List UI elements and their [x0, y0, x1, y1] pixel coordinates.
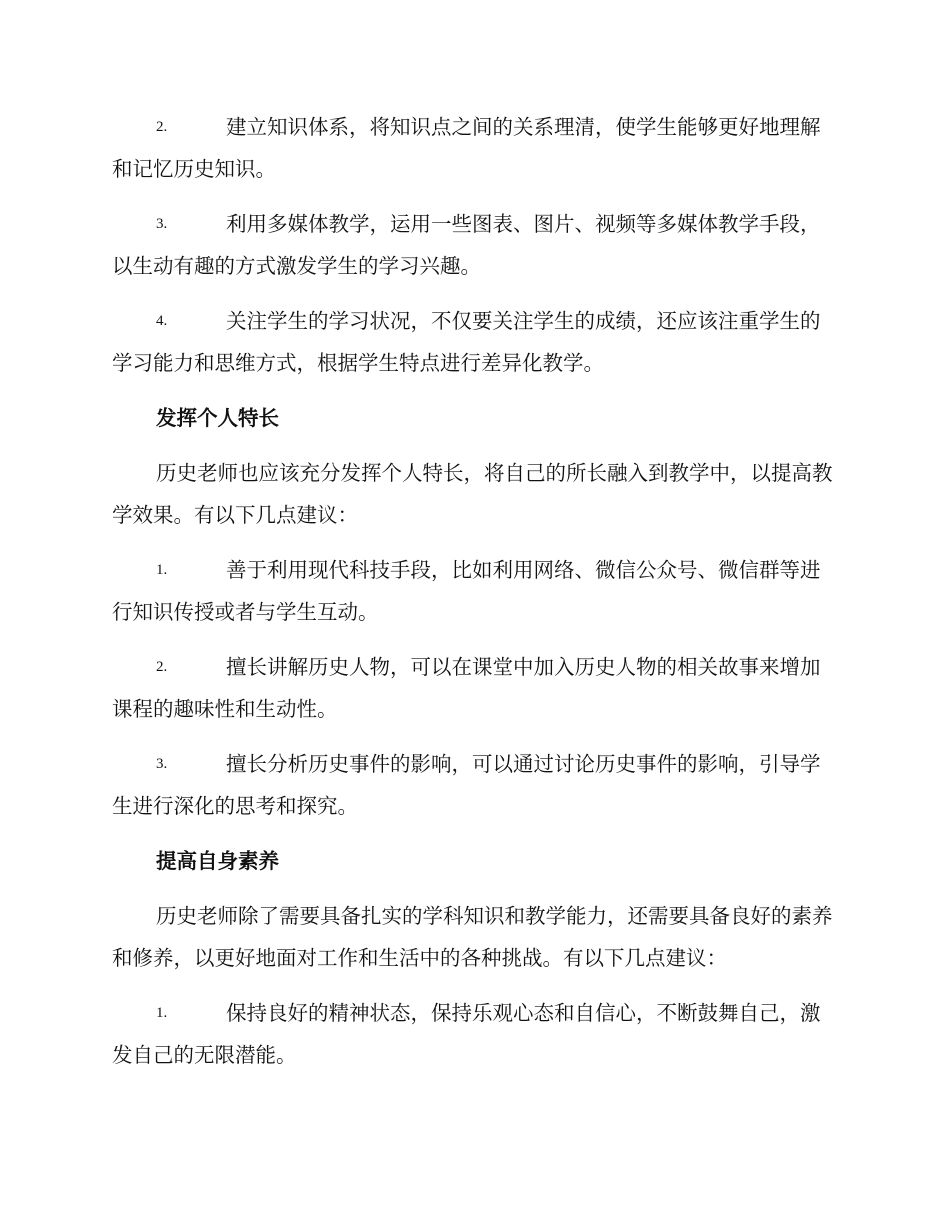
list-item-text: 善于利用现代科技手段，比如利用网络、微信公众号、微信群等进行知识传授或者与学生互动。 — [112, 558, 821, 624]
list-item-text: 保持良好的精神状态，保持乐观心态和自信心，不断鼓舞自己，激发自己的无限潜能。 — [112, 1001, 821, 1067]
paragraph — [112, 895, 834, 979]
paragraph-text: 历史老师也应该充分发挥个人特长，将自己的所长融入到教学中，以提高教学效果。有以下几点建议： — [112, 461, 833, 527]
list-number: 1. — [156, 1005, 168, 1021]
list-item — [112, 203, 834, 287]
section-heading: 发挥个人特长 — [156, 406, 279, 430]
list-number: 2. — [156, 119, 168, 135]
list-number: 2. — [156, 659, 168, 675]
list-number: 4. — [156, 313, 168, 329]
list-item — [112, 106, 834, 190]
list-number: 1. — [156, 562, 168, 578]
list-item — [112, 549, 834, 633]
list-item-text: 建立知识体系，将知识点之间的关系理清，使学生能够更好地理解和记忆历史知识。 — [112, 115, 821, 181]
list-item — [112, 992, 834, 1076]
list-item-text: 利用多媒体教学，运用一些图表、图片、视频等多媒体教学手段，以生动有趣的方式激发学生的学习兴趣。 — [112, 212, 821, 278]
list-item-text: 擅长分析历史事件的影响，可以通过讨论历史事件的影响，引导学生进行深化的思考和探究。 — [112, 752, 821, 818]
list-item — [112, 743, 834, 827]
list-item-text: 擅长讲解历史人物，可以在课堂中加入历史人物的相关故事来增加课程的趣味性和生动性。 — [112, 655, 821, 721]
list-item — [112, 300, 834, 384]
list-item-text: 关注学生的学习状况，不仅要关注学生的成绩，还应该注重学生的学习能力和思维方式，根据学生特点进行差异化教学。 — [112, 309, 821, 375]
list-item — [112, 646, 834, 730]
paragraph — [112, 452, 834, 536]
list-number: 3. — [156, 216, 168, 232]
section-heading: 提高自身素养 — [156, 849, 279, 873]
paragraph-text: 历史老师除了需要具备扎实的学科知识和教学能力，还需要具备良好的素养和修养，以更好地面对工作和生活中的各种挑战。有以下几点建议： — [112, 904, 833, 970]
list-number: 3. — [156, 756, 168, 772]
